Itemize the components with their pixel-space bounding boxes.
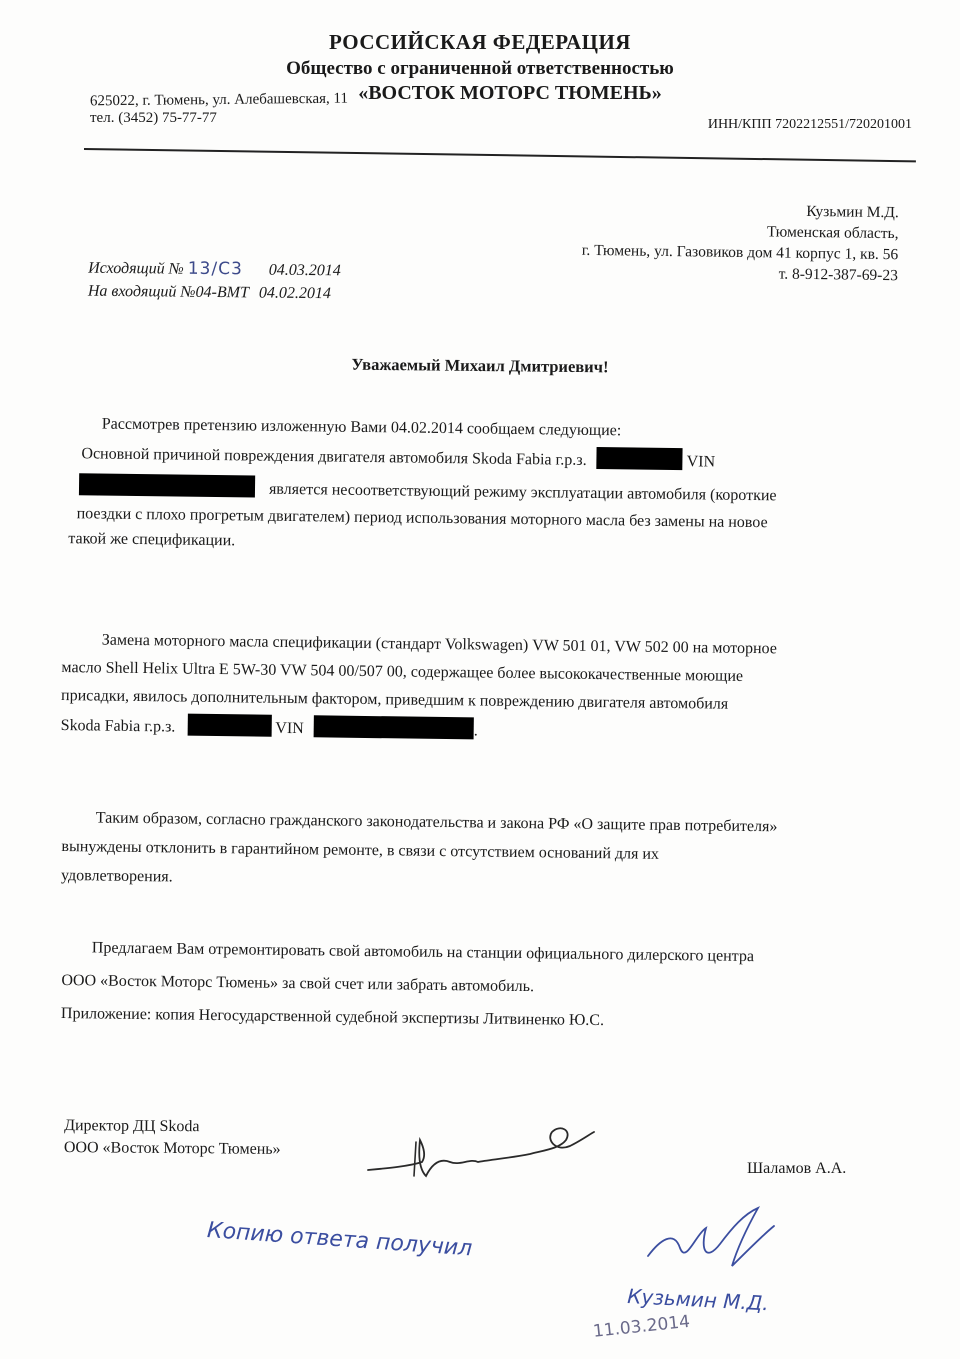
- outgoing-date: 04.03.2014: [268, 261, 341, 280]
- p1-line-3-text: является несоответствующий режиму эксплуатации автомобиля (короткие: [268, 480, 777, 505]
- p1-line-2-text: Основной причиной повреждения двигателя автомобиля Skoda Fabia г.р.з.: [81, 445, 587, 469]
- recipient-signature-drawing: [640, 1200, 780, 1280]
- paragraph-4: [61, 936, 897, 1036]
- letterhead-divider: [84, 148, 916, 162]
- recipient-street: г. Тюмень, ул. Газовиков дом 41 корпус 1, кв. 56: [581, 241, 898, 264]
- p2-line-4: [61, 712, 896, 748]
- letterhead-country: РОССИЙСКАЯ ФЕДЕРАЦИЯ: [329, 30, 631, 54]
- redacted-vin-2: [314, 715, 474, 739]
- paragraph-2: [61, 628, 897, 748]
- p3-line-2: вынуждены отклонить в гарантийном ремонте, в связи с отсутствием оснований для их: [61, 837, 660, 863]
- letterhead-org-name: «ВОСТОК МОТОРС ТЮМЕНЬ»: [358, 82, 662, 104]
- paragraph-1: [60, 412, 897, 561]
- director-signature-drawing: [360, 1118, 600, 1188]
- greeting: Уважаемый Михаил Дмитриевич!: [351, 354, 609, 377]
- p1-vin-label: VIN: [686, 453, 716, 471]
- appendix-line: Приложение: копия Негосударственной судебной экспертизы Литвиненко Ю.С.: [60, 1004, 605, 1030]
- redacted-plate-2: [187, 714, 271, 737]
- p3-line-1: Таким образом, согласно гражданского законодательства и закона РФ «О защите прав потребителя»: [95, 809, 778, 836]
- reference-block: [88, 257, 341, 306]
- handwritten-note: Копию ответа получил: [206, 1218, 473, 1262]
- p2-vin-label: VIN: [275, 719, 304, 738]
- p2-line-3: присадки, явилось дополнительным фактором, приведшим к повреждению двигателя автомобиля: [61, 686, 729, 713]
- outgoing-number: 13/С3: [187, 258, 243, 280]
- paragraph-3: [61, 806, 897, 898]
- signature-title: Директор ДЦ Skoda: [64, 1117, 200, 1136]
- recipient-block: [581, 198, 899, 286]
- incoming-date: 04.02.2014: [258, 284, 331, 303]
- p4-line-2: ООО «Восток Моторс Тюмень» за свой счет или забрать автомобиль.: [61, 971, 535, 996]
- p2-line-4-text: Skoda Fabia г.р.з.: [60, 716, 176, 736]
- letterhead-inn: ИНН/КПП 7202212551/720201001: [707, 117, 912, 132]
- redacted-vin: [79, 473, 255, 497]
- recipient-region: Тюменская область,: [766, 223, 899, 243]
- p3-line-3: удовлетворения.: [60, 866, 173, 886]
- handwritten-date: 11.03.2014: [592, 1311, 691, 1342]
- signer-name: Шаламов А.А.: [747, 1160, 847, 1177]
- incoming-label: На входящий №04-ВМТ: [87, 282, 249, 302]
- p1-line-2: [61, 440, 896, 476]
- letterhead-address: 625022, г. Тюмень, ул. Алебашевская, 11: [89, 90, 348, 110]
- signature-block: [64, 1115, 281, 1161]
- p2-period: .: [473, 722, 478, 740]
- p2-line-2: масло Shell Helix Ultra E 5W-30 VW 504 00/507 00, содержащее более высококачественные моющие: [61, 658, 744, 685]
- p1-line-5: такой же спецификации.: [68, 530, 236, 550]
- recipient-name: Кузьмин М.Д.: [805, 202, 899, 222]
- outgoing-ref: [88, 257, 341, 283]
- p1-line-1: Рассмотрев претензию изложенную Вами 04.02.2014 сообщаем следующие:: [101, 415, 622, 440]
- p1-line-4: поездки с плохо прогретым двигателем) период использования моторного масла без замены на новое: [76, 505, 768, 532]
- letterhead-org-type: Общество с ограниченной ответственностью: [286, 58, 674, 79]
- p2-line-1: Замена моторного масла спецификации (стандарт Volkswagen) VW 501 01, VW 502 00 на моторное: [101, 631, 777, 658]
- handwritten-name: Кузьмин М.Д.: [626, 1284, 770, 1316]
- p4-line-1: Предлагаем Вам отремонтировать свой автомобиль на станции официального дилерского центра: [91, 939, 755, 966]
- outgoing-label: Исходящий №: [88, 259, 184, 278]
- letterhead-phone: тел. (3452) 75-77-77: [90, 110, 217, 126]
- incoming-ref: [88, 280, 341, 306]
- signature-org: ООО «Восток Моторс Тюмень»: [63, 1139, 281, 1158]
- recipient-phone: т. 8-912-387-69-23: [778, 265, 898, 285]
- redacted-plate: [597, 447, 683, 470]
